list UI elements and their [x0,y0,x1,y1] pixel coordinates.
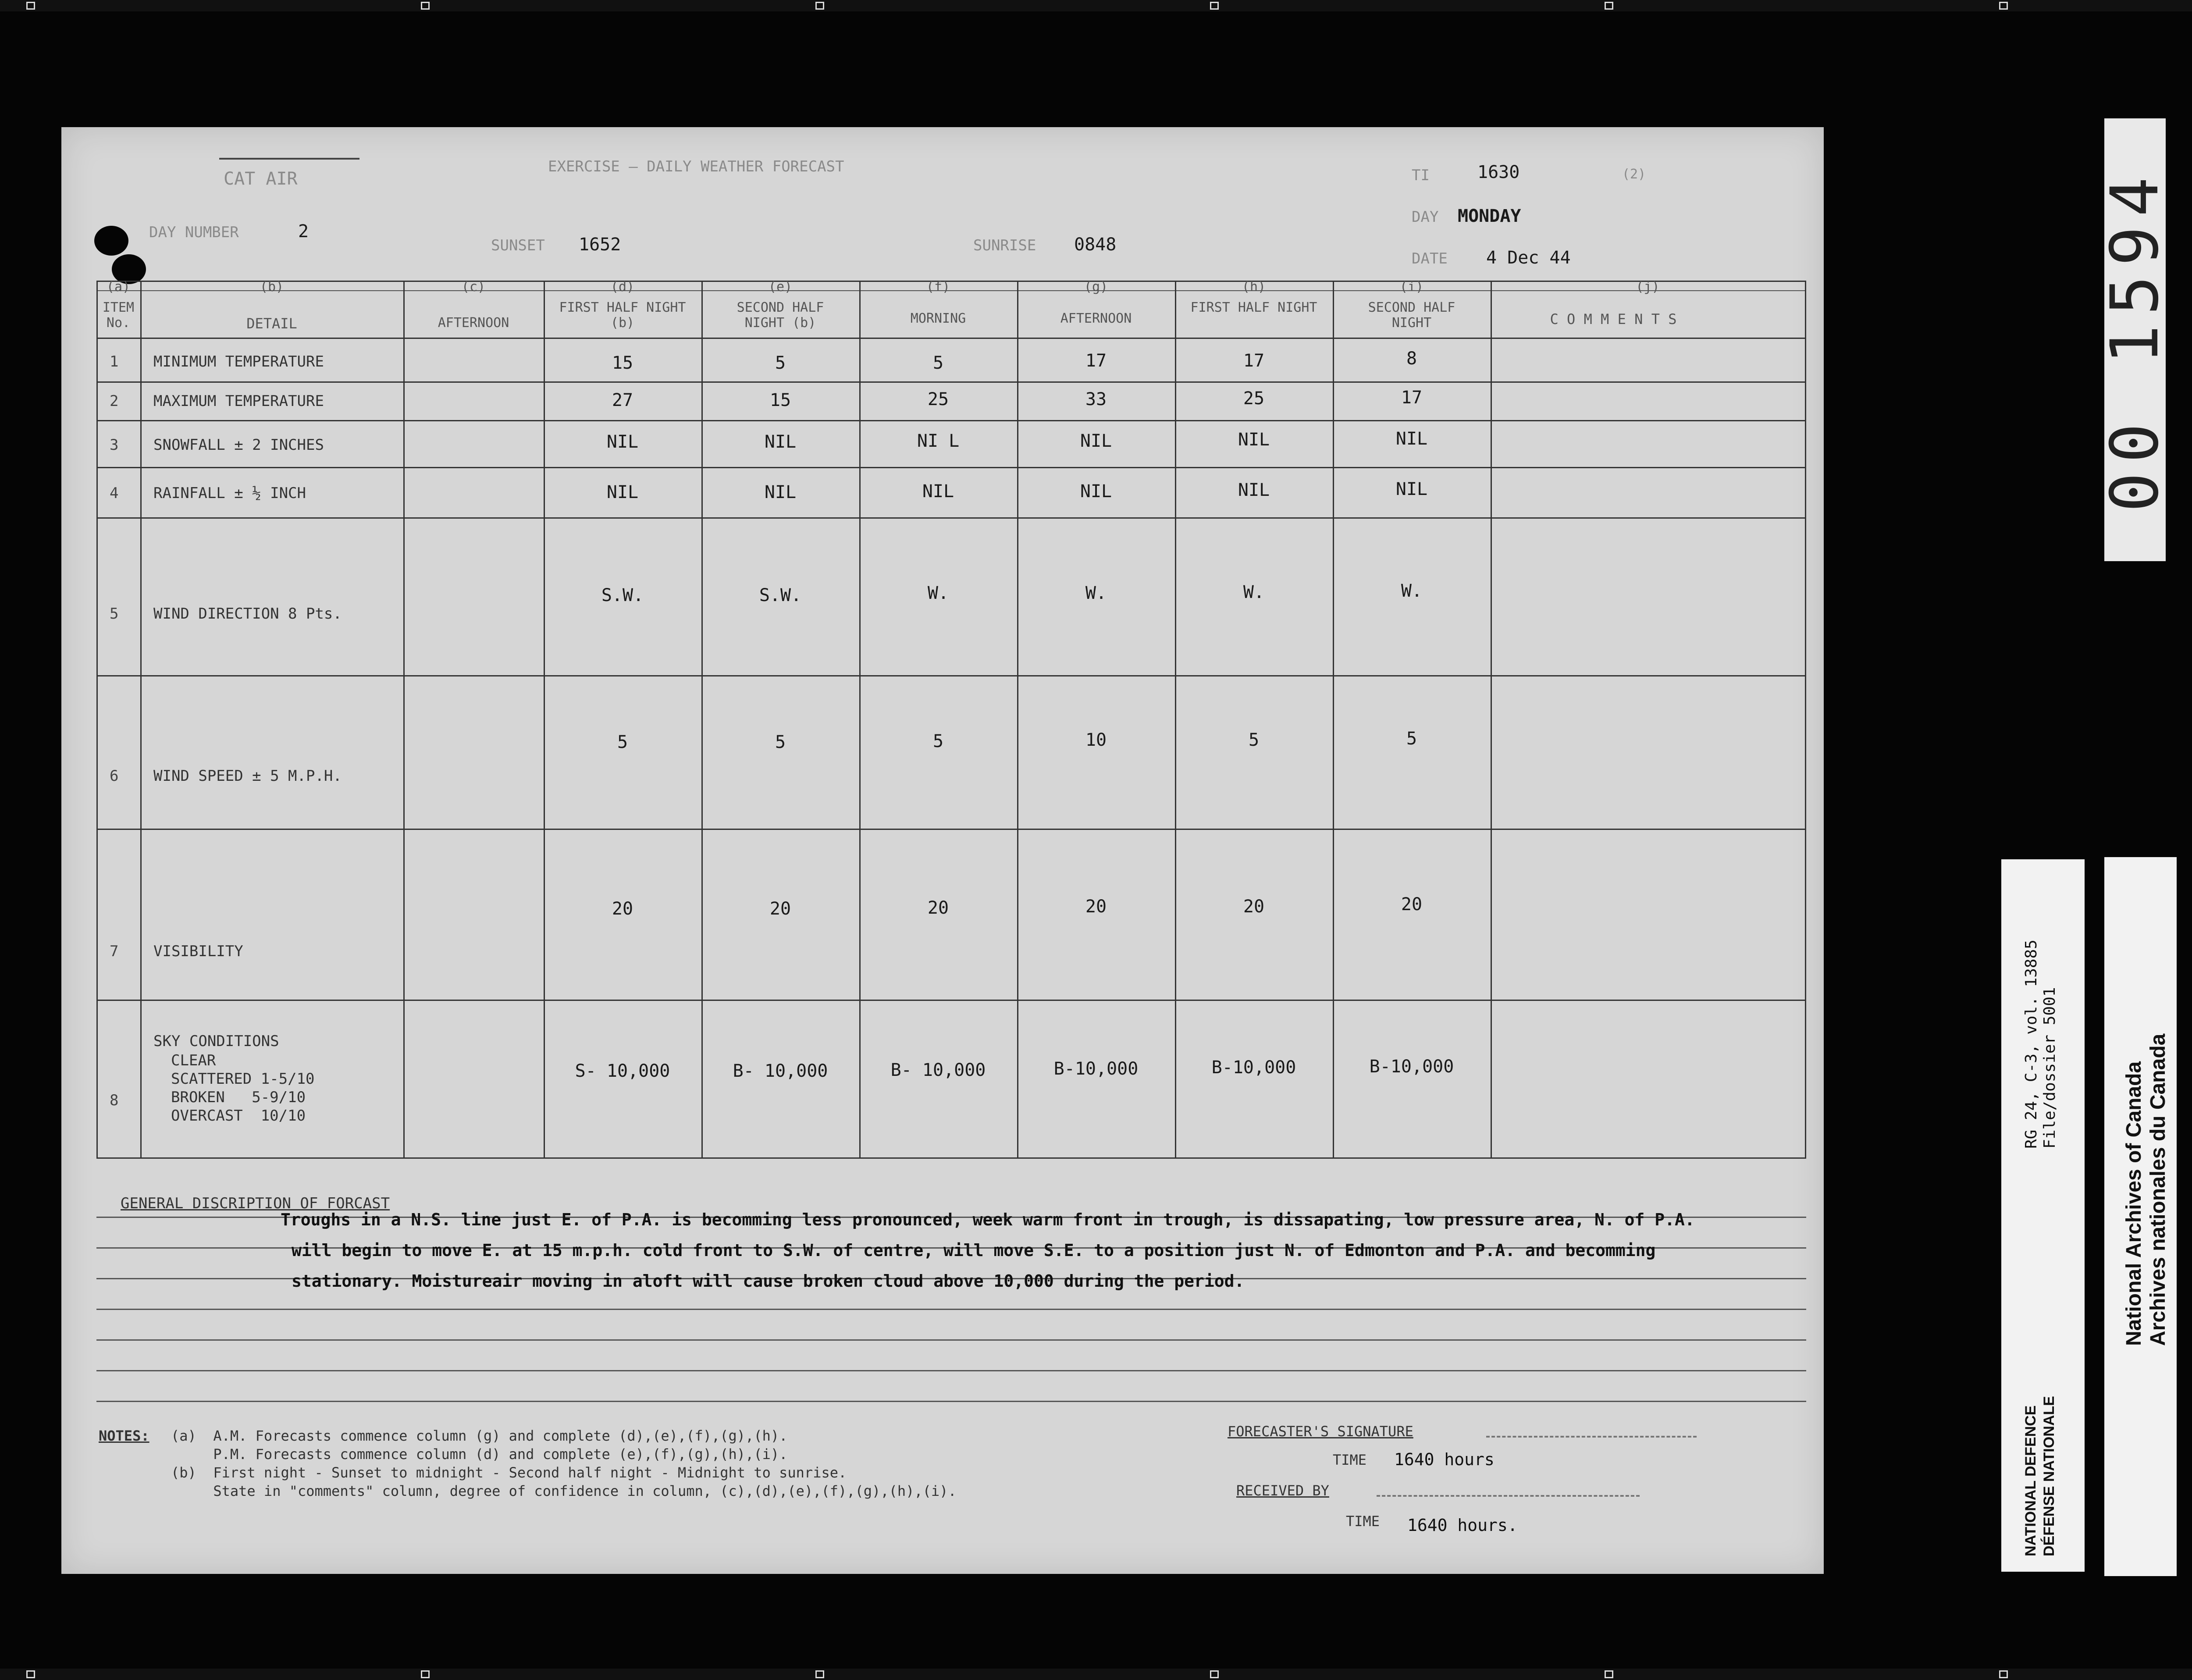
day-number-value: 2 [298,221,309,242]
row-number: 1 [110,353,119,370]
table-rule [96,1000,1806,1001]
table-rule [403,281,405,1157]
column-letter: (a) [106,279,131,295]
sunrise-value: 0848 [1074,235,1117,255]
table-cell: 15 [769,390,791,410]
table-cell: 5 [932,731,944,751]
row-number: 8 [110,1092,119,1109]
ruled-line [96,1309,1806,1310]
column-letter: (h) [1242,279,1266,295]
table-rule [701,281,703,1157]
table-rule [96,467,1806,468]
notes-label: NOTES: [99,1427,149,1444]
sky-legend-item: BROKEN 5-9/10 [171,1089,306,1106]
sky-legend-item: CLEAR [171,1052,216,1069]
table-cell: 5 [775,732,786,752]
column-letter: (c) [461,279,486,295]
table-cell: 27 [612,390,633,410]
header-second-half-night: SECOND HALF NIGHT (b) [737,300,824,331]
sky-legend-item: OVERCAST 10/10 [171,1107,306,1125]
frame-number: 00 1594 [2097,167,2173,513]
archives-line-2: Archives nationales du Canada [2146,1033,2170,1346]
row-label-visibility: VISIBILITY [153,943,243,960]
table-cell: 5 [932,353,944,373]
table-cell: NIL [1395,479,1428,499]
table-rule [1805,281,1806,1157]
film-sprocket [1605,2,1613,10]
reference-line-1: RG 24, C-3, vol. 13885 [2022,940,2040,1149]
film-sprocket [1999,2,2008,10]
header-afternoon: AFTERNOON [438,315,509,331]
film-sprocket [26,2,35,10]
header-left-bottom: CAT AIR [224,169,298,189]
table-cell: S.W. [759,585,802,605]
row-number: 2 [110,392,119,410]
table-rule [96,338,1806,339]
film-sprocket [1210,1670,1219,1678]
table-cell: 20 [1085,897,1107,917]
notes-line: (b) First night - Sunset to midnight - Second half night - Midnight to sunrise. [171,1464,847,1481]
table-cell: NIL [1395,429,1428,449]
table-cell: 17 [1085,351,1107,371]
table-cell: S.W. [601,585,644,605]
sky-legend-item: SCATTERED 1-5/10 [171,1070,315,1088]
table-cell: 20 [1243,897,1265,917]
day-value: MONDAY [1458,206,1521,226]
film-sprocket [421,1670,430,1678]
time1-value: 1640 hours [1394,1450,1495,1469]
header-afternoon-2: AFTERNOON [1060,311,1132,326]
received-line [1377,1495,1640,1498]
row-number: 4 [110,484,119,502]
column-letter: (j) [1636,279,1660,295]
department-line-2: DÉFENSE NATIONALE [2041,1396,2057,1556]
description-heading: GENERAL DISCRIPTION OF FORCAST [121,1195,390,1212]
table-rule [1333,281,1334,1157]
table-rule [96,675,1806,676]
received-by-label: RECEIVED BY [1236,1482,1329,1499]
table-cell: B-10,000 [1211,1057,1296,1078]
column-letter: (e) [768,279,793,295]
row-label-rainfall: RAINFALL ± ½ INCH [153,484,306,502]
ruled-line [96,1401,1806,1402]
table-rule [96,1157,1806,1159]
film-sprocket [26,1670,35,1678]
column-letter: (b) [260,279,284,295]
ruled-line [96,1339,1806,1341]
table-rule [96,281,98,1157]
table-cell: B- 10,000 [733,1061,828,1081]
description-line: will begin to move E. at 15 m.p.h. cold front to S.W. of centre, will move S.E. to a position just N. of Edmonton and P.A. and becomming [292,1241,1656,1260]
table-cell: 25 [1243,388,1265,409]
table-cell: 20 [1401,894,1423,915]
film-sprocket [1210,2,1219,10]
reference-line-2: File/dossier 5001 [2041,987,2059,1149]
time-value: 1630 [1477,162,1520,182]
table-cell: 5 [617,732,628,752]
row-label-sky-conditions: SKY CONDITIONS [153,1032,279,1050]
film-edge-top [0,0,2192,11]
table-cell: W. [927,583,949,603]
table-cell: NIL [764,482,797,502]
frame-number-card [2097,118,2173,561]
header-detail: DETAIL [246,315,297,332]
time1-label: TIME [1333,1452,1367,1468]
column-letter: (f) [926,279,950,295]
table-cell: NI L [917,431,960,451]
table-cell: 20 [927,898,949,918]
reference-card [2001,859,2085,1572]
column-letter: (d) [610,279,635,295]
row-label-max-temp: MAXIMUM TEMPERATURE [153,392,324,410]
date-value: 4 Dec 44 [1486,248,1571,268]
sunrise-label: SUNRISE [973,237,1036,254]
notes-line: State in "comments" column, degree of confidence in column, (c),(d),(e),(f),(g),(h),(i). [171,1483,957,1499]
film-sprocket [1999,1670,2008,1678]
forecaster-signature-label: FORECASTER'S SIGNATURE [1228,1423,1413,1440]
row-number: 6 [110,767,119,785]
table-rule [859,281,861,1157]
signature-line [1486,1436,1697,1439]
table-cell: W. [1085,583,1107,603]
row-label-wind-direction: WIND DIRECTION 8 Pts. [153,605,342,623]
table-rule [96,420,1806,421]
table-cell: 17 [1401,388,1423,408]
table-cell: 25 [927,389,949,409]
table-rule [1491,281,1492,1157]
film-edge-bottom [0,1669,2192,1680]
film-sprocket [815,2,824,10]
punch-hole [94,226,128,256]
time2-value: 1640 hours. [1407,1516,1518,1535]
table-rule [96,517,1806,519]
description-line: Troughs in a N.S. line just E. of P.A. is becomming less pronounced, week warm front in trough, is dissapating, low pressure area, N. of P.A. [281,1210,1695,1229]
table-cell: B- 10,000 [890,1060,986,1080]
table-cell: B-10,000 [1369,1057,1454,1077]
description-line: stationary. Moistureair moving in aloft will cause broken cloud above 10,000 during the period. [292,1271,1245,1291]
table-cell: 15 [612,353,633,373]
ruled-line [96,1370,1806,1371]
department-line-1: NATIONAL DEFENCE [2022,1405,2039,1556]
table-cell: NIL [764,432,797,452]
time2-label: TIME [1346,1513,1380,1530]
header-comments: C O M M E N T S [1550,311,1677,327]
table-cell: NIL [1238,480,1270,500]
table-cell: B-10,000 [1053,1059,1139,1079]
table-cell: 33 [1085,389,1107,409]
table-cell: 5 [1406,729,1417,749]
table-cell: NIL [606,482,639,502]
film-sprocket [421,2,430,10]
archives-card [2104,857,2177,1576]
table-cell: NIL [606,432,639,452]
sunset-label: SUNSET [491,237,545,254]
notes-line: (a) A.M. Forecasts commence column (g) and complete (d),(e),(f),(g),(h). [171,1427,788,1444]
time-suffix: (2) [1622,167,1646,182]
table-rule [544,281,545,1157]
film-sprocket [1605,1670,1613,1678]
forecast-table [96,281,1806,1306]
table-cell: NIL [1080,481,1112,502]
table-cell: S- 10,000 [575,1061,670,1081]
header-second-half-night-2: SECOND HALF NIGHT [1368,300,1455,331]
form-title: EXERCISE — DAILY WEATHER FORECAST [548,158,844,175]
table-rule [96,381,1806,383]
table-cell: W. [1401,581,1423,601]
table-cell: 20 [769,899,791,919]
table-rule [1175,281,1176,1157]
table-cell: 8 [1406,349,1417,369]
day-number-label: DAY NUMBER [149,224,239,241]
table-cell: NIL [1080,431,1112,451]
header-first-half-night-2: FIRST HALF NIGHT [1190,300,1317,315]
row-number: 7 [110,943,119,960]
sunset-value: 1652 [579,235,621,255]
table-cell: 5 [775,353,786,373]
day-label: DAY [1412,208,1439,226]
header-underline [219,158,359,160]
column-letter: (g) [1084,279,1108,295]
table-cell: NIL [1238,430,1270,450]
archives-line-1: National Archives of Canada [2122,1061,2146,1346]
table-rule [96,829,1806,830]
row-label-min-temp: MINIMUM TEMPERATURE [153,353,324,370]
film-sprocket [815,1670,824,1678]
header-morning: MORNING [910,311,966,326]
header-first-half-night: FIRST HALF NIGHT (b) [559,300,686,331]
column-letter: (i) [1399,279,1424,295]
forecast-sheet [61,127,1824,1574]
date-label: DATE [1412,250,1448,267]
table-cell: 5 [1248,730,1260,750]
table-cell: 20 [612,899,633,919]
table-cell: 10 [1085,730,1107,750]
table-rule [140,281,142,1157]
row-number: 5 [110,605,119,623]
time-label: TI [1412,167,1430,184]
notes-line: P.M. Forecasts commence column (d) and complete (e),(f),(g),(h),(i). [171,1446,788,1463]
table-cell: W. [1243,582,1265,602]
row-number: 3 [110,436,119,454]
table-rule [1017,281,1018,1157]
table-cell: NIL [922,481,954,502]
table-cell: 17 [1243,351,1265,371]
row-label-snowfall: SNOWFALL ± 2 INCHES [153,436,324,454]
header-item-no: ITEM No. [102,300,135,331]
row-label-wind-speed: WIND SPEED ± 5 M.P.H. [153,767,342,785]
